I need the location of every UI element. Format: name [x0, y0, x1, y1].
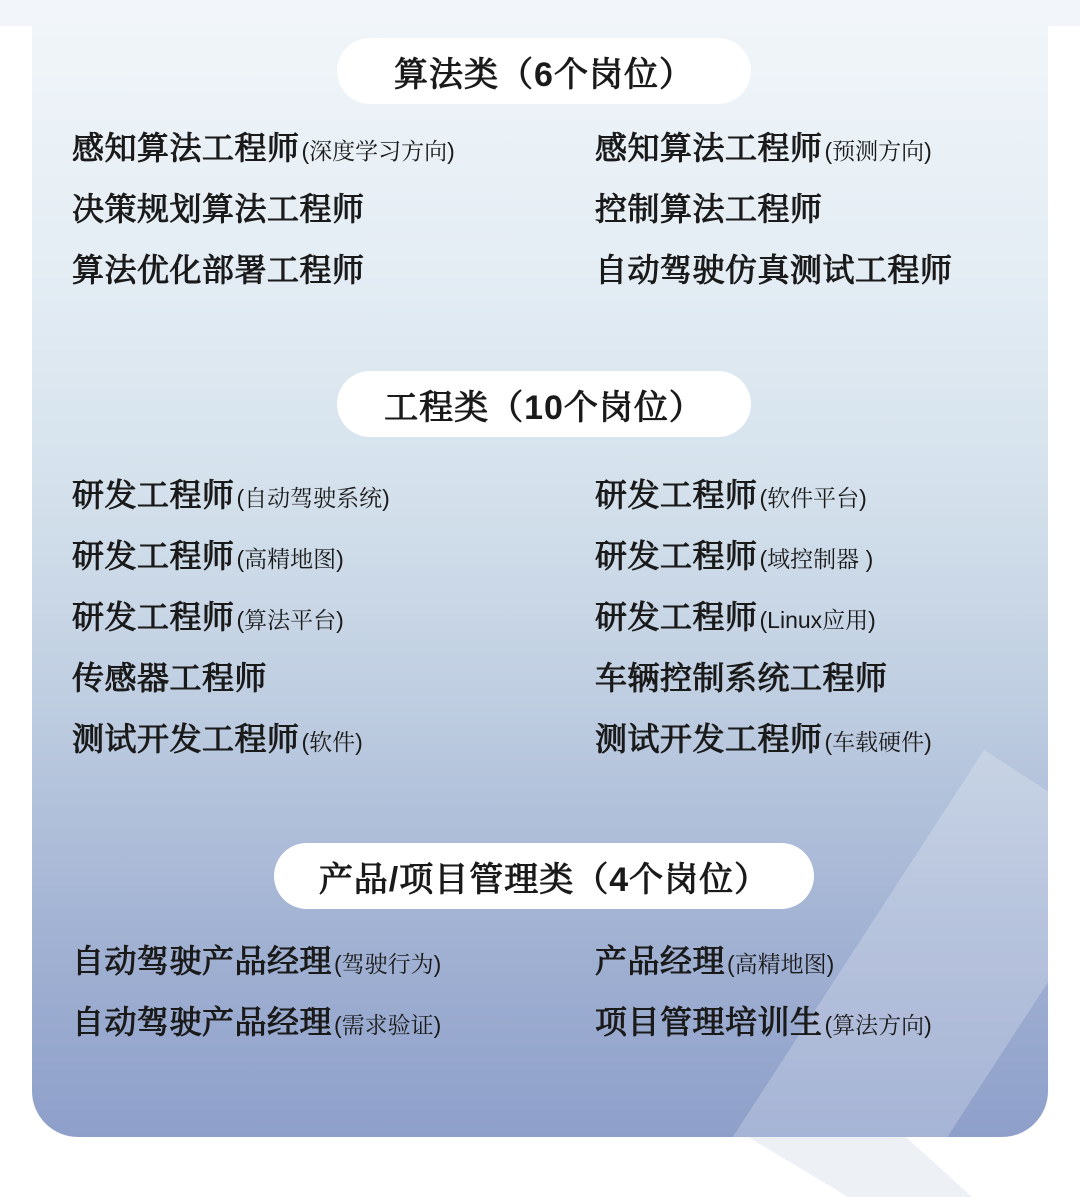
job-suffix: (Linux应用) [759, 607, 876, 633]
job-name: 算法优化部署工程师 [72, 252, 365, 288]
section-product-management [72, 843, 1016, 1053]
poster-content [32, 38, 1048, 1053]
job-item [72, 526, 595, 587]
job-list [72, 931, 1016, 1053]
job-suffix: (软件平台) [759, 485, 867, 511]
job-column-right [595, 118, 1016, 301]
job-suffix: (域控制器 ) [759, 546, 874, 572]
job-name: 测试开发工程师 [72, 721, 300, 757]
job-suffix: (预测方向) [824, 138, 932, 164]
job-name: 研发工程师 [595, 599, 758, 635]
job-name: 车辆控制系统工程师 [595, 660, 888, 696]
job-name: 感知算法工程师 [72, 130, 300, 166]
job-suffix: (高精地图) [727, 951, 835, 977]
job-name: 自动驾驶仿真测试工程师 [595, 252, 953, 288]
previous-section-edge [0, 0, 1080, 26]
job-item [595, 931, 1016, 992]
section-engineering [72, 371, 1016, 770]
job-name: 产品经理 [595, 943, 726, 979]
job-name: 研发工程师 [72, 477, 235, 513]
job-name: 决策规划算法工程师 [72, 191, 365, 227]
job-suffix: (驾驶行为) [334, 951, 442, 977]
job-suffix: (车载硬件) [824, 729, 932, 755]
job-item [595, 240, 1016, 301]
job-column-right [595, 931, 1016, 1053]
section-title: 算法类（6个岗位） [394, 55, 694, 94]
job-item [72, 648, 595, 709]
job-item [72, 992, 595, 1053]
job-name: 传感器工程师 [72, 660, 268, 696]
job-suffix: (软件) [301, 729, 363, 755]
job-item [72, 709, 595, 770]
job-name: 自动驾驶产品经理 [72, 1004, 333, 1040]
job-name: 研发工程师 [595, 538, 758, 574]
section-algorithm [72, 38, 1016, 301]
job-item [595, 587, 1016, 648]
job-suffix: (自动驾驶系统) [236, 485, 390, 511]
job-name: 感知算法工程师 [595, 130, 823, 166]
job-item [72, 465, 595, 526]
job-suffix: (需求验证) [334, 1012, 442, 1038]
job-item [595, 709, 1016, 770]
job-name: 研发工程师 [72, 538, 235, 574]
job-name: 研发工程师 [595, 477, 758, 513]
job-item [72, 240, 595, 301]
job-item [595, 526, 1016, 587]
footer-ribbon-decoration [0, 1137, 1080, 1197]
poster-panel [32, 25, 1048, 1137]
job-column-right [595, 465, 1016, 770]
section-header-pill [337, 38, 751, 104]
job-list [72, 465, 1016, 770]
job-item [595, 118, 1016, 179]
job-name: 研发工程师 [72, 599, 235, 635]
job-item [595, 992, 1016, 1053]
section-title: 工程类（10个岗位） [384, 388, 704, 427]
section-title: 产品/项目管理类（4个岗位） [318, 860, 770, 899]
section-header-pill [337, 371, 751, 437]
job-name: 测试开发工程师 [595, 721, 823, 757]
job-item [595, 465, 1016, 526]
job-item [72, 587, 595, 648]
job-column-left [72, 118, 595, 301]
job-suffix: (算法方向) [824, 1012, 932, 1038]
job-list [72, 118, 1016, 301]
job-suffix: (深度学习方向) [301, 138, 455, 164]
section-header-pill [274, 843, 814, 909]
job-item [72, 931, 595, 992]
job-name: 控制算法工程师 [595, 191, 823, 227]
job-item [72, 179, 595, 240]
job-item [595, 648, 1016, 709]
job-suffix: (算法平台) [236, 607, 344, 633]
job-column-left [72, 931, 595, 1053]
job-suffix: (高精地图) [236, 546, 344, 572]
job-item [72, 118, 595, 179]
job-item [595, 179, 1016, 240]
job-column-left [72, 465, 595, 770]
job-name: 项目管理培训生 [595, 1004, 823, 1040]
job-name: 自动驾驶产品经理 [72, 943, 333, 979]
